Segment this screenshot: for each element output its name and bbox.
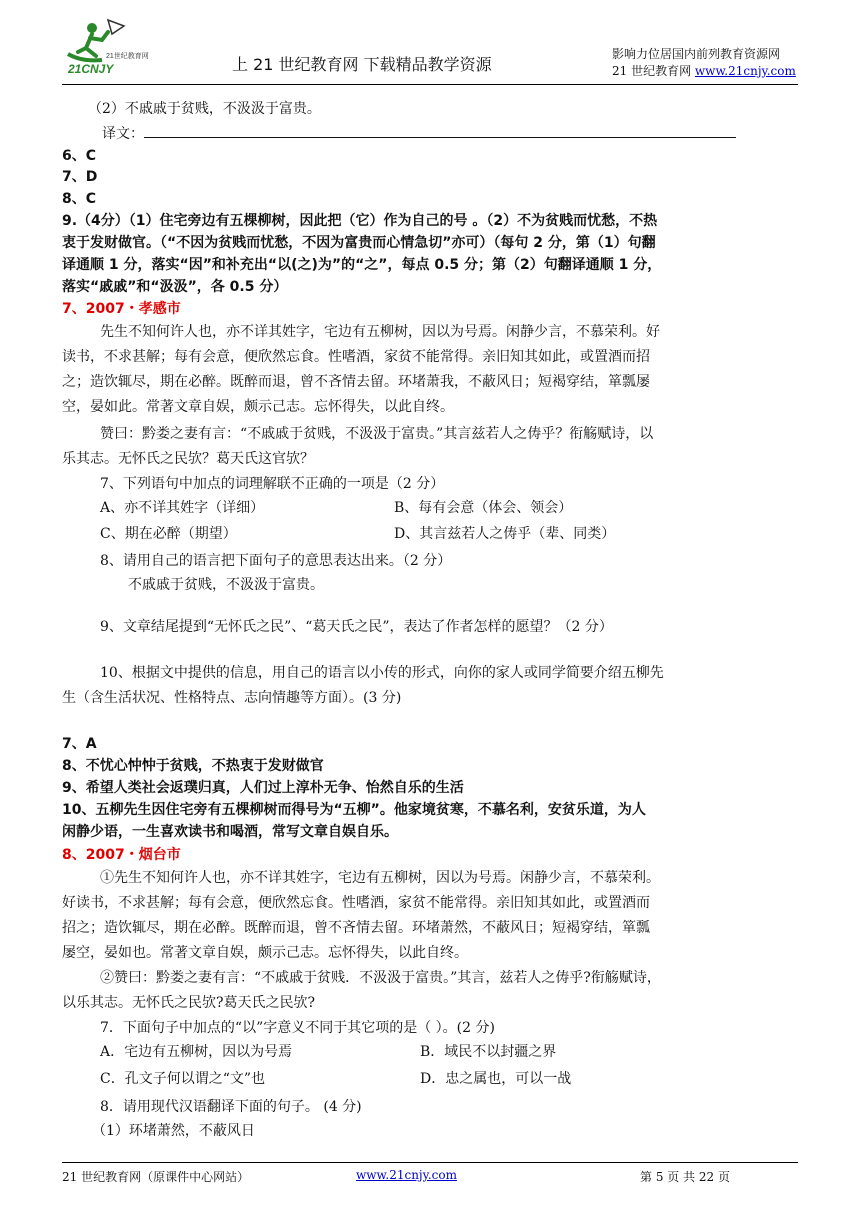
answer-blank (144, 125, 736, 138)
passage-line: 之；造饮辄尽，期在必醉。既醉而退，曾不吝情去留。环堵萧我，不蔽风日；短褐穿结，箪瓢屡 (62, 374, 650, 390)
translation-label: 译文： (102, 126, 144, 142)
page-number: 第 5 页 共 22 页 (640, 1170, 730, 1184)
footer-link[interactable]: www.21cnjy.com (356, 1168, 457, 1182)
option-a: A、亦不详其姓字（详细） (100, 500, 265, 516)
section-heading: 8、2007・烟台市 (62, 847, 181, 863)
answer-line: 10、五柳先生因住宅旁有五棵柳树而得号为“五柳”。他家境贫寒，不慕名利，安贫乐道，为人 (62, 802, 646, 818)
passage-line: 空，晏如此。常著文章自娱，颇示己志。忘怀得失，以此自终。 (62, 399, 454, 415)
answer-line: 译通顺 1 分，落实“因”和补充出“以(之)为”的“之”，每点 0.5 分；第（2）句翻译通顺 1 分， (62, 257, 662, 273)
answer-line: 8、C (62, 191, 97, 207)
option-b: B．域民不以封疆之界 (420, 1044, 557, 1060)
answer-line: 6、C (62, 148, 97, 164)
site-logo (62, 18, 149, 76)
question-line: 8．请用现代汉语翻译下面的句子。 (4 分) (100, 1099, 362, 1115)
section-heading: 7、2007・孝感市 (62, 301, 181, 317)
logo-caption: 21世纪教育网 (106, 53, 149, 60)
sub-question-line: （1）环堵萧然，不蔽风日 (92, 1123, 255, 1139)
option-d: D、其言兹若人之俦乎（辈、同类） (394, 526, 616, 542)
translation-line (102, 123, 736, 143)
answer-line: 9、希望人类社会返璞归真，人们过上淳朴无争、怡然自乐的生活 (62, 780, 464, 796)
passage-line: 屡空，晏如也。常著文章自娱，颇示己志。忘怀得失，以此自终。 (62, 945, 468, 961)
question-line: 10、根据文中提供的信息，用自己的语言以小传的形式，向你的家人或同学简要介绍五柳先 (100, 665, 664, 681)
passage-line: 招之；造饮辄尽，期在必醉。既醉而退，曾不吝情去留。环堵萧然，不蔽风日；短褐穿结，箪瓢 (62, 920, 650, 936)
passage-line: 赞曰：黔娄之妻有言：“不戚戚于贫贱，不汲汲于富贵。”其言兹若人之俦乎？衔觞赋诗，以 (100, 426, 654, 442)
passage-line: 先生不知何许人也，亦不详其姓字，宅边有五柳树，因以为号焉。闲静少言，不慕荣利。好 (100, 324, 660, 340)
answer-line: 7、D (62, 169, 98, 185)
question-line: 7、下列语句中加点的词理解联不正确的一项是（2 分） (100, 476, 445, 492)
passage-line: ①先生不知何许人也，亦不详其姓字，宅边有五柳树，因以为号焉。闲静少言，不慕荣利。 (100, 870, 660, 886)
option-c: C、期在必醉（期望） (100, 526, 237, 542)
header-slogan: 上 21 世纪教育网 下载精品教学资源 (232, 55, 492, 74)
option-c: C．孔文子何以谓之“文”也 (100, 1071, 266, 1087)
answer-line: 9.（4分）（1）住宅旁边有五棵柳树，因此把（它）作为自己的号 。（2）不为贫贱而忧愁，不热 (62, 213, 658, 229)
option-b: B、每有会意（体会、领会） (394, 500, 573, 516)
answer-line: 落实“戚戚”和“汲汲”，各 0.5 分） (62, 279, 288, 295)
header-tagline: 影响力位居国内前列教育资源网 (612, 47, 781, 61)
question-line: 8、请用自己的语言把下面句子的意思表达出来。（2 分） (100, 553, 452, 569)
passage-line: 读书，不求甚解；每有会意，便欣然忘食。性嗜酒，家贫不能常得。亲旧知其如此，或置酒而招 (62, 349, 650, 365)
question-line: 生（含生活状况、性格特点、志向情趣等方面）。(3 分) (62, 690, 402, 706)
passage-line: 以乐其志。无怀氏之民欤?葛天氏之民欤? (62, 995, 316, 1011)
answer-line: 7、A (62, 736, 97, 752)
logo-brand: 21CNJY (68, 62, 114, 76)
option-a: A．宅边有五柳树，因以为号焉 (100, 1044, 293, 1060)
answer-line: 衷于发财做官。（“不因为贫贱而忧愁，不因为富贵而心情急切”亦可）（每句 2 分，第（1）句翻 (62, 235, 656, 251)
question-line: 9、文章结尾提到“无怀氏之民”、“葛天氏之民”，表达了作者怎样的愿望？（2 分） (100, 619, 613, 635)
answer-line: 闲静少语，一生喜欢读书和喝酒，常写文章自娱自乐。 (62, 824, 398, 840)
footer-divider (62, 1162, 798, 1163)
passage-line: 好读书，不求甚解；每有会意，便欣然忘食。性嗜酒，家贫不能常得。亲旧知其如此，或置酒而 (62, 895, 650, 911)
header-site-name: 21 世纪教育网 (612, 64, 695, 78)
passage-line: ②赞曰：黔娄之妻有言：“不戚戚于贫贱．不汲汲于富贵。”其言，兹若人之俦乎?衔觞赋诗， (100, 970, 661, 986)
footer-left: 21 世纪教育网（原课件中心网站） (62, 1170, 250, 1184)
text-line: （2）不戚戚于贫贱，不汲汲于富贵。 (88, 101, 321, 117)
header-right (612, 46, 796, 80)
question-line: 7．下面句子中加点的“以”字意义不同于其它项的是（ ）。(2 分) (100, 1020, 495, 1036)
header-divider (62, 84, 798, 85)
option-d: D．忠之属也，可以一战 (420, 1071, 572, 1087)
quote-line: 不戚戚于贫贱，不汲汲于富贵。 (128, 577, 324, 593)
answer-line: 8、不忧心忡忡于贫贱，不热衷于发财做官 (62, 758, 324, 774)
header-site-link[interactable]: www.21cnjy.com (694, 64, 796, 78)
passage-line: 乐其志。无怀氏之民欤？葛天氏这官欤？ (62, 451, 314, 467)
